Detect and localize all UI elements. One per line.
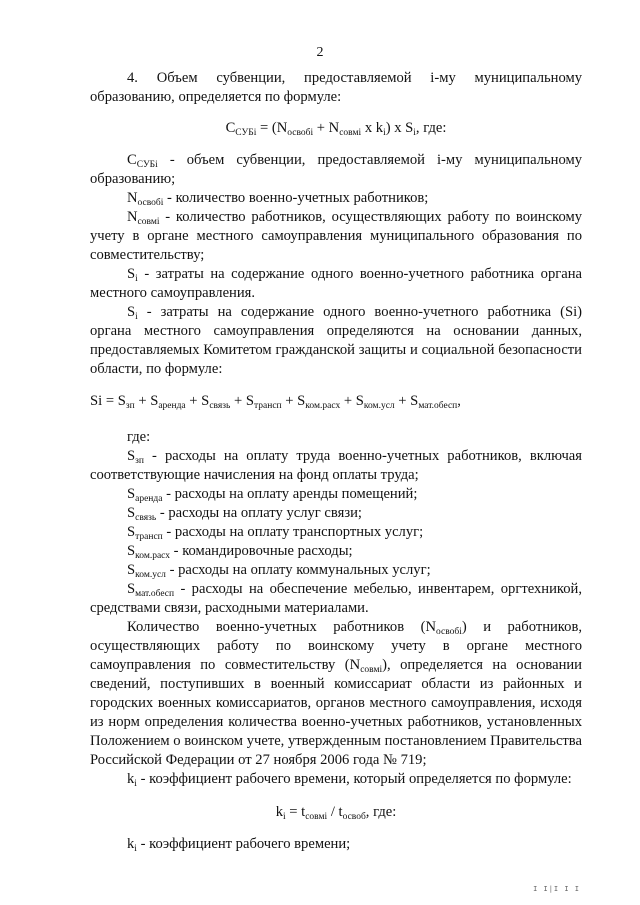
where-label: где: — [127, 429, 151, 445]
page-number: 2 — [316, 45, 324, 60]
def-smat: $S_{мат.обесп}$ - расходы на обеспечение мебелью, инвентарем, оргтехникой, средствами связи, расходными материалами. — [90, 581, 582, 616]
def-nosv: $N_{освобi}$ - количество военно-учетных работников; — [127, 190, 429, 208]
formula-ki: $k_i = t_{совмi} / t_{освоб}$, где: — [275, 804, 397, 822]
formula-si: $Si = S_{зп} + S_{аренда} + S_{связь} + S_{трансп} + S_{ком.расх} + S_{ком.усл} + S_{мат.обесп}$, — [90, 393, 461, 411]
si-intro: $S_i$ - затраты на содержание одного военно-учетного работника (Si) органа местного самоуправления определяются на основании данных, предоставляемых Комитетом гражданской защиты и социальной безопасности области, по формуле: — [90, 304, 582, 377]
def-ssvyaz: $S_{связь}$ - расходы на оплату услуг связи; — [127, 505, 362, 523]
def-nsovm: $N_{совмi}$ - количество работников, осуществляющих работу по воинскому учету в органе местного самоуправления муниципального образования по совместительству; — [90, 209, 582, 263]
def-ki: $k_i$ - коэффициент рабочего времени; — [127, 836, 351, 854]
item4-intro: 4. Объем субвенции, предоставляемой i-му муниципальному образованию, определяется по формуле: — [90, 70, 582, 105]
def-csub: $С_{СУБi}$ - объем субвенции, предоставляемой i-му муниципальному образованию; — [90, 152, 582, 187]
def-strans: $S_{трансп}$ - расходы на оплату транспортных услуг; — [127, 524, 424, 542]
def-skomrash: $S_{ком.расх}$ - командировочные расходы; — [127, 543, 353, 561]
barcode-mark: I I|I I I — [533, 885, 580, 893]
def-skomusl: $S_{ком.усл}$ - расходы на оплату коммунальных услуг; — [127, 562, 431, 580]
def-szp: $S_{зп}$ - расходы на оплату труда военно-учетных работников, включая соответствующие начисления на фонд оплаты труда; — [90, 448, 582, 483]
document-body — [90, 69, 582, 854]
count-paragraph: Количество военно-учетных работников $(N_{освобi})$ и работников, осуществляющих работу по воинскому учету в органе местного самоуправления по совместительству $(N_{совмi})$, определяется на основании сведений, поступивших в военный комиссариат области из районных и городских военных комиссариатов, органов местного самоуправления, исходя из норм определения количества военно-учетных работников, установленных Положением о воинском учете, утвержденным постановлением Правительства Российской Федерации от 27 ноября 2006 года № 719; — [90, 619, 582, 768]
ki-intro: $k_i$ - коэффициент рабочего времени, который определяется по формуле: — [127, 771, 572, 789]
formula-subvention: $С_{СУБi} = (N_{освобi} + N_{совмi}$ x $k_i$) x $S_i$, где: — [225, 120, 447, 138]
def-sarenda: $S_{аренда}$ - расходы на оплату аренды помещений; — [127, 486, 418, 504]
def-si: $S_i$ - затраты на содержание одного военно-учетного работника органа местного самоуправления. — [90, 266, 582, 301]
